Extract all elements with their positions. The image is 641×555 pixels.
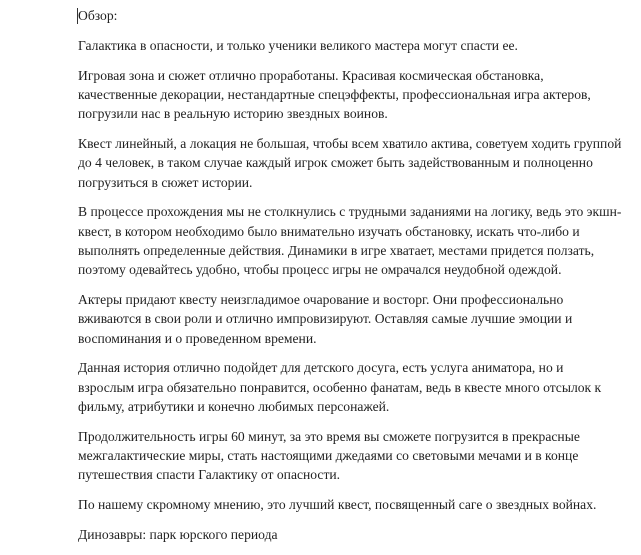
document-body[interactable] (78, 6, 623, 555)
paragraph-duration[interactable]: Продолжительность игры 60 минут, за это время вы сможете погрузится в прекрасные межгалактические миры, стать настоящими джедаями со световыми мечами и в конце путешествия спасти Галактику от опасности. (78, 428, 580, 483)
paragraph-actors[interactable]: Актеры придают квесту неизгладимое очарование и восторг. Они профессионально вживаются в свои роли и отлично импровизируют. Оставляя самые лучшие эмоции и воспоминания и о проведенном времени. (78, 292, 573, 346)
paragraph-audience[interactable]: Данная история отлично подойдет для детского досуга, есть услуга аниматора, но и взрослым игра обязательно понравится, особенно фанатам, ведь в квесте много отсылок к фильму, атрибутики и конечно любимых персонажей. (78, 360, 602, 415)
paragraph-linear-quest[interactable]: Квест линейный, а локация не большая, чтобы всем хватило актива, советуем ходить группой до 4 человек, в таком случае каждый игрок сможет быть задействованным и полноценно погрузиться в сюжет истории. (78, 135, 622, 190)
section-heading[interactable]: Обзор: (78, 8, 118, 23)
paragraph-intro[interactable]: Галактика в опасности, и только ученики великого мастера могут спасти ее. (78, 37, 518, 53)
next-section-heading[interactable]: Динозавры: парк юрского периода (78, 527, 278, 543)
paragraph-opinion[interactable]: По нашему скромному мнению, это лучший квест, посвященный саге о звездных войнах. (78, 497, 597, 513)
paragraph-game-zone[interactable]: Игровая зона и сюжет отлично проработаны. Красивая космическая обстановка, качественные декорации, нестандартные спецэффекты, профессиональная игра актеров, погрузили нас в реальную историю звездных воинов. (78, 67, 591, 122)
paragraph-process[interactable]: В процессе прохождения мы не столкнулись с трудными заданиями на логику, ведь это экшн-квест, в котором необходимо было внимательно изучать обстановку, искать что-либо и выполнять определенные действия. Динамики в игре хватает, местами придется ползать, поэтому одевайтесь удобно, чтобы процесс игры не омрачался неудобной одеждой. (78, 204, 622, 278)
